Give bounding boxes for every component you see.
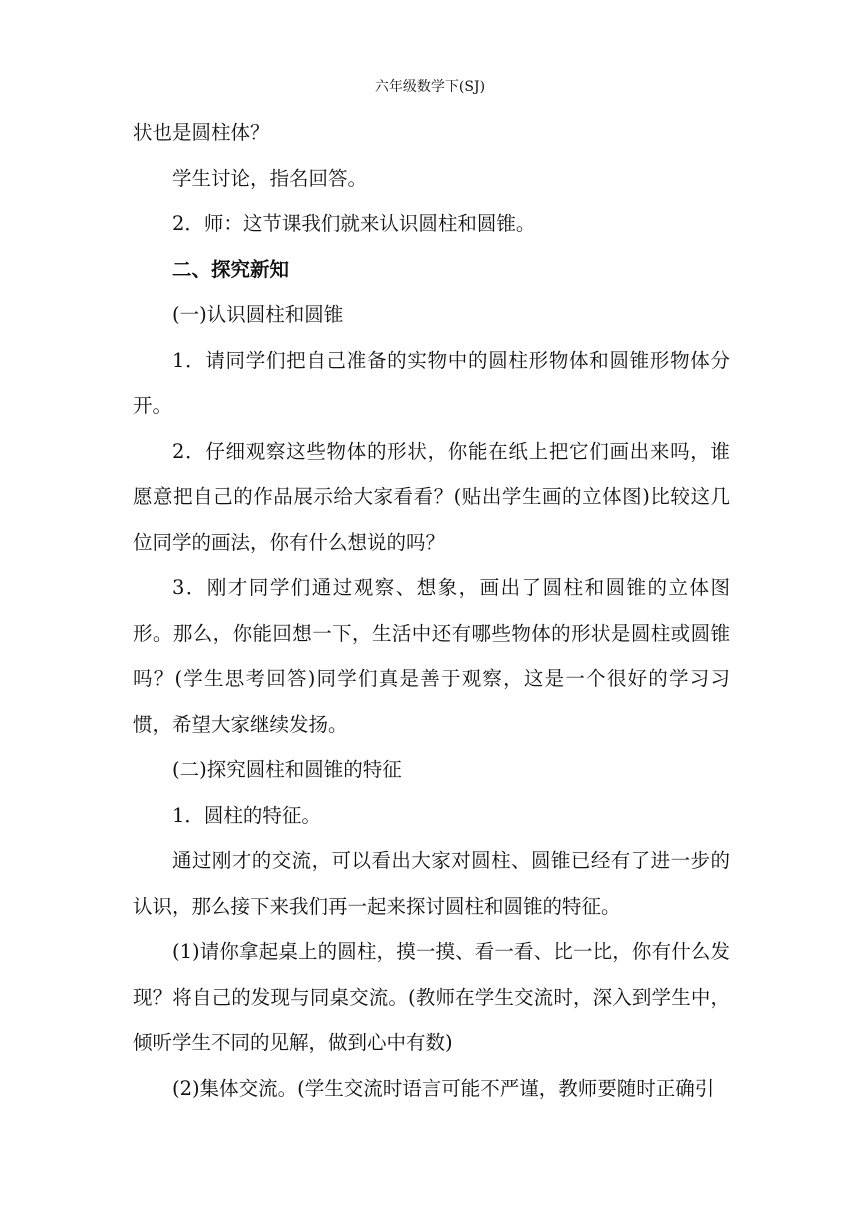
- subsection-heading: (二)探究圆柱和圆锥的特征: [172, 758, 402, 781]
- paragraph: 2．仔细观察这些物体的形状，你能在纸上把它们画出来吗，谁愿意把自己的作品展示给大家看看？(贴出学生画的立体图)比较这几位同学的画法，你有什么想说的吗？: [133, 439, 730, 554]
- paragraph: 学生讨论，指名回答。: [172, 166, 368, 190]
- paragraph: 1．请同学们把自己准备的实物中的圆柱形物体和圆锥形物体分开。: [133, 348, 730, 417]
- paragraph: 状也是圆柱体？: [133, 121, 270, 144]
- paragraph: 3．刚才同学们通过观察、想象，画出了圆柱和圆锥的立体图形。那么，你能回想一下，生活中还有哪些物体的形状是圆柱或圆锥吗？(学生思考回答)同学们真是善于观察，这是一个很好的学习习惯，希望大家继续发扬。: [133, 576, 730, 736]
- section-heading: 二、探究新知: [172, 257, 290, 281]
- page-header: 六年级数学下(SJ): [374, 79, 486, 95]
- paragraph: 通过刚才的交流，可以看出大家对圆柱、圆锥已经有了进一步的认识，那么接下来我们再一起来探讨圆柱和圆锥的特征。: [133, 849, 730, 918]
- paragraph: (1)请你拿起桌上的圆柱，摸一摸、看一看、比一比，你有什么发现？将自己的发现与同桌交流。(教师在学生交流时，深入到学生中，倾听学生不同的见解，做到心中有数): [133, 940, 730, 1054]
- paragraph: 2．师：这节课我们就来认识圆柱和圆锥。: [172, 212, 536, 235]
- subsection-heading: (一)认识圆柱和圆锥: [172, 303, 344, 326]
- paragraph: (2)集体交流。(学生交流时语言可能不严谨，教师要随时正确引: [172, 1076, 715, 1100]
- document-body: [133, 110, 730, 1111]
- paragraph: 1．圆柱的特征。: [172, 803, 321, 827]
